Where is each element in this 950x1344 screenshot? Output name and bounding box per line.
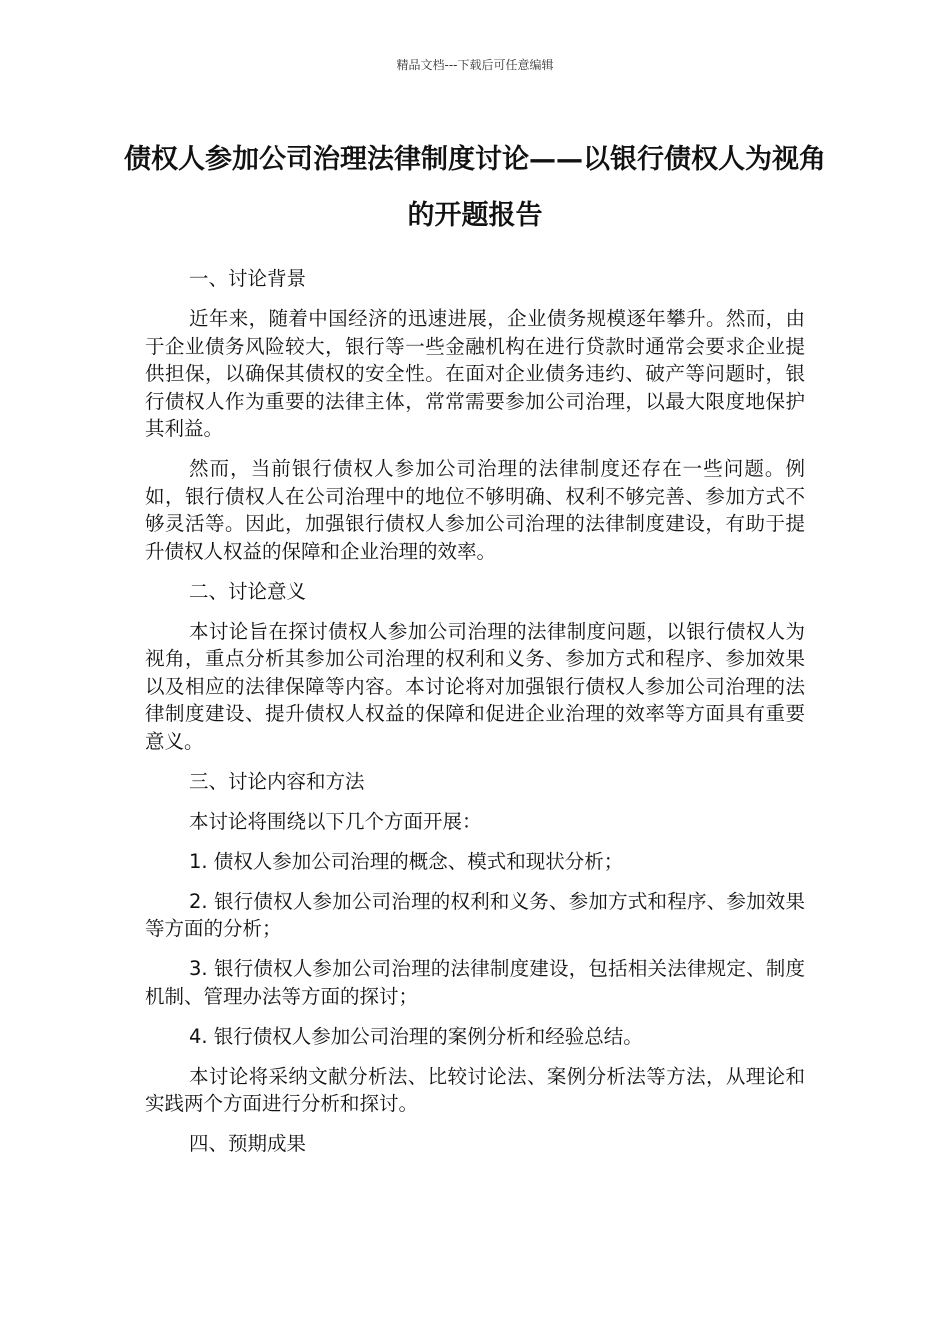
list-item: 2. 银行债权人参加公司治理的权利和义务、参加方式和程序、参加效果等方面的分析；	[145, 889, 805, 940]
document-body	[145, 265, 805, 1170]
list-item: 1. 债权人参加公司治理的概念、模式和现状分析；	[189, 849, 624, 873]
paragraph: 本讨论将采纳文献分析法、比较讨论法、案例分析法等方法，从理论和实践两个方面进行分析和探讨。	[145, 1064, 805, 1115]
section-heading-content-method: 三、讨论内容和方法	[189, 769, 365, 793]
list-item: 3. 银行债权人参加公司治理的法律制度建设，包括相关法律规定、制度机制、管理办法等方面的探讨；	[145, 957, 805, 1008]
header-note: 精品文档---下载后可任意编辑	[396, 58, 554, 72]
section-heading-background: 一、讨论背景	[189, 267, 307, 290]
list-item: 4. 银行债权人参加公司治理的案例分析和经验总结。	[189, 1024, 643, 1048]
paragraph: 近年来，随着中国经济的迅速进展，企业债务规模逐年攀升。然而，由于企业债务风险较大，银行等一些金融机构在进行贷款时通常会要求企业提供担保，以确保其债权的安全性。在面对企业债务违约、破产等问题时，银行债权人作为重要的法律主体，常常需要参加公司治理，以最大限度地保护其利益。	[145, 307, 805, 440]
section-heading-significance: 二、讨论意义	[189, 579, 307, 603]
paragraph: 本讨论将围绕以下几个方面开展：	[189, 809, 482, 833]
document-title: 债权人参加公司治理法律制度讨论——以银行债权人为视角的开题报告	[124, 144, 826, 231]
paragraph: 本讨论旨在探讨债权人参加公司治理的法律制度问题，以银行债权人为视角，重点分析其参加公司治理的权利和义务、参加方式和程序、参加效果以及相应的法律保障等内容。本讨论将对加强银行债权人参加公司治理的法律制度建设、提升债权人权益的保障和促进企业治理的效率等方面具有重要意义。	[145, 619, 805, 753]
paragraph: 然而，当前银行债权人参加公司治理的法律制度还存在一些问题。例如，银行债权人在公司治理中的地位不够明确、权利不够完善、参加方式不够灵活等。因此，加强银行债权人参加公司治理的法律制度建设，有助于提升债权人权益的保障和企业治理的效率。	[145, 457, 805, 563]
section-heading-expected-results: 四、预期成果	[189, 1132, 307, 1155]
